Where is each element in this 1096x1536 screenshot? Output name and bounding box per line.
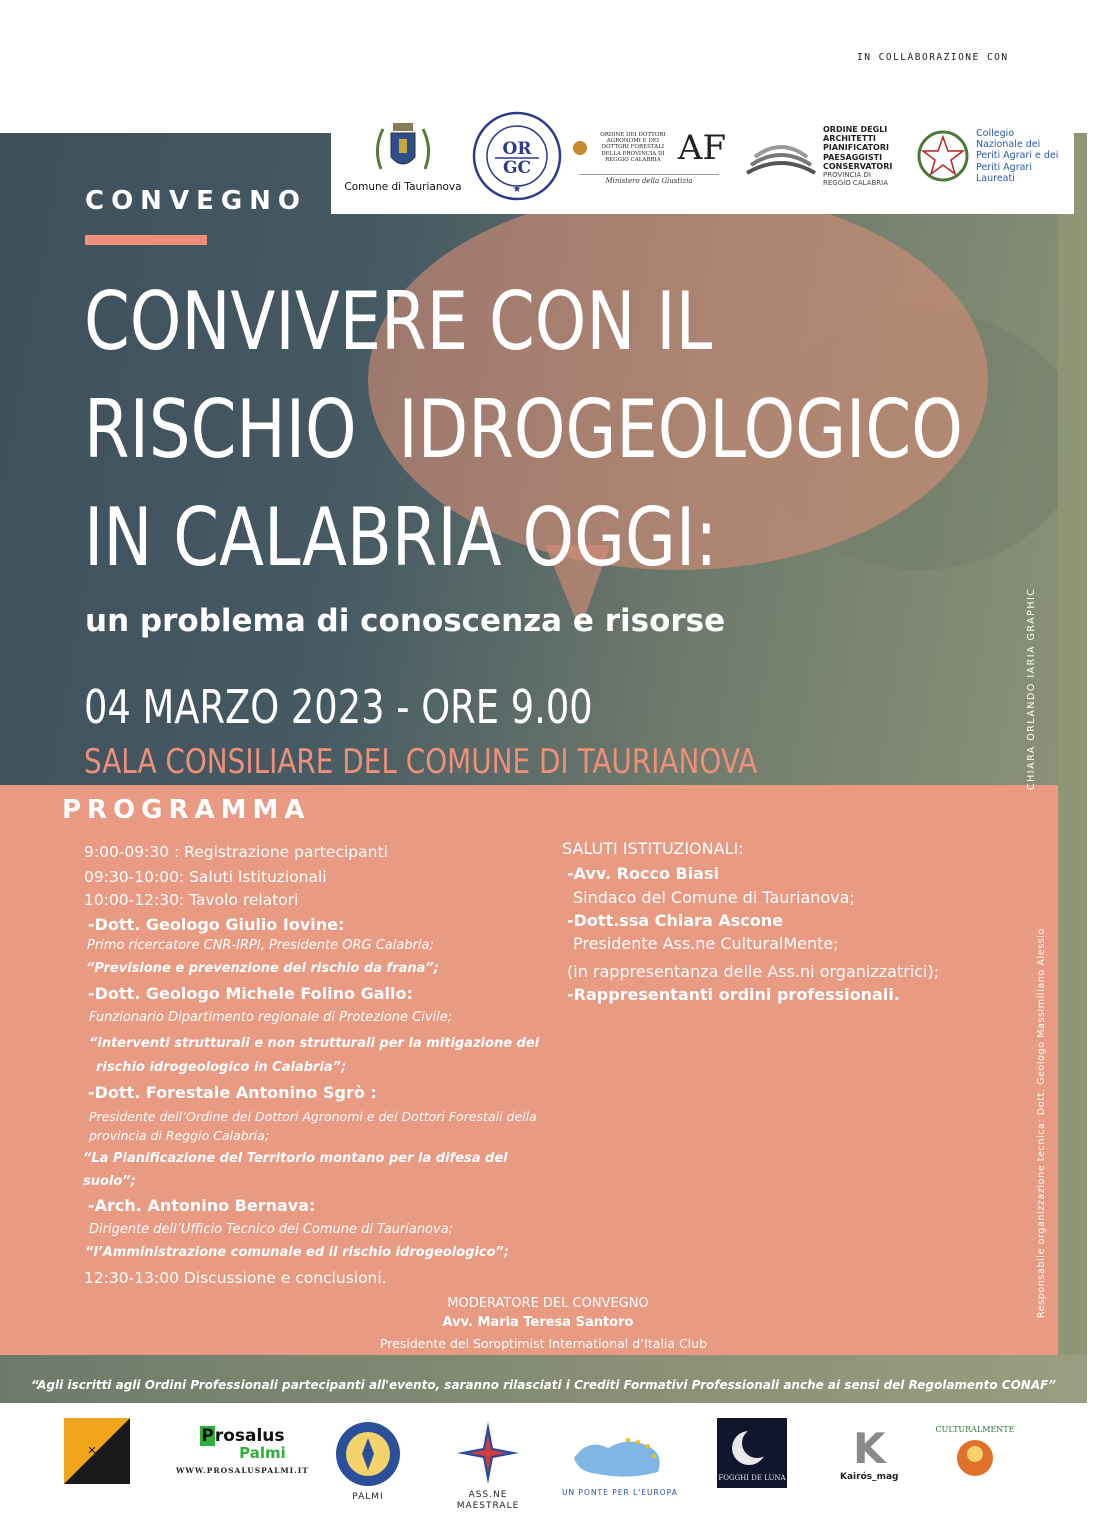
republic-star-icon: [916, 129, 970, 183]
speaker-role: Primo ricercatore CNR-IRPI, Presidente ORG Calabria;: [87, 938, 434, 953]
moderator-name: Avv. Maria Teresa Santoro: [442, 1315, 634, 1330]
event-venue: SALA CONSILIARE DEL COMUNE DI TAURIANOVA: [84, 742, 758, 782]
speaker-name: -Dott. Forestale Antonino Sgrò :: [88, 1083, 377, 1102]
republic-emblem-icon: [572, 139, 588, 157]
talk-title: suolo”;: [83, 1174, 136, 1189]
saluti-note: (in rappresentanza delle Ass.ni organizzatrici);: [567, 962, 940, 981]
saluti-role: Presidente Ass.ne CulturalMente;: [573, 934, 839, 953]
partner-bar: [0, 1403, 1087, 1536]
speaker-role: Funzionario Dipartimento regionale di Protezione Civile;: [89, 1010, 453, 1025]
title-line-3: IN CALABRIA OGGI:: [84, 491, 718, 584]
kairos-mark: K: [852, 1424, 886, 1473]
title-line-1: CONVIVERE CON IL: [84, 275, 713, 368]
architetti-label: ORDINE DEGLI ARCHITETTI PIANIFICATORI PAESAGGISTI CONSERVATORI: [823, 124, 893, 171]
graphic-credit: CHIARA ORLANDO IARIA GRAPHIC: [1026, 587, 1037, 790]
moderator-label: MODERATORE DEL CONVEGNO: [447, 1296, 649, 1311]
schedule-item: 9:00-09:30 : Registrazione partecipanti: [84, 843, 388, 861]
prosalus-logo: [176, 1428, 309, 1475]
dottori-agronomi-label: ORDINE DEI DOTTORI AGRONOMI E DEI DOTTORI FORESTALI DELLA PROVINCIA DI REGGIO CALABRIA: [600, 131, 666, 163]
event-date-time: 04 MARZO 2023 - ORE 9.00: [84, 680, 593, 734]
orgc-seal-icon: [471, 110, 563, 202]
orgc-initials-bottom: GC: [502, 158, 532, 178]
accent-bar: [85, 235, 207, 245]
soroptimist-logo: [334, 1420, 402, 1503]
side-strip: [1058, 133, 1087, 1403]
europe-map-icon: [568, 1428, 672, 1484]
prosalus-title: rosalus: [214, 1426, 285, 1446]
periti-agrari-logo: [909, 98, 1069, 214]
title-line-2: RISCHIO IDROGEOLOGICO: [84, 383, 963, 476]
speaker-name: -Dott. Geologo Michele Folino Gallo:: [88, 984, 413, 1003]
ponte-europa-logo: [562, 1428, 678, 1497]
culturalmente-label: CULTURALMENTE: [935, 1425, 1015, 1434]
crest-icon: [371, 119, 435, 181]
credits-note: “Agli iscritti agli Ordini Professionali partecipanti all'evento, saranno rilasciati i Crediti Formativi Professionali anche ai sensi del Regolamento CONAF”: [30, 1378, 1057, 1392]
fogghi-luna-logo: [717, 1418, 787, 1488]
comune-taurianova-label: Comune di Taurianova: [344, 180, 462, 193]
closing-item: 12:30-13:00 Discussione e conclusioni.: [84, 1269, 387, 1287]
event-type-label: CONVEGNO: [85, 186, 308, 216]
talk-title: “interventi strutturali e non strutturali per la mitigazione del: [89, 1036, 540, 1051]
speaker-role: provincia di Reggio Calabria;: [89, 1128, 270, 1143]
orgc-logo: [467, 98, 567, 214]
partner-1-icon: [64, 1418, 130, 1484]
moon-icon: [717, 1418, 787, 1488]
schedule-item: 10:00-12:30: Tavolo relatori: [84, 891, 299, 909]
culturalmente-logo: [935, 1418, 1015, 1488]
maestrale-label: ASS.NE MAESTRALE: [456, 1490, 520, 1511]
maestrale-logo: [448, 1420, 528, 1512]
prosalus-initial: P: [201, 1426, 214, 1446]
talk-title: rischio idrogeologico in Calabria”;: [96, 1060, 347, 1075]
af-mark: AF: [677, 127, 727, 168]
ponte-europa-label: UN PONTE PER L'EUROPA: [562, 1488, 678, 1497]
culturalmente-icon: [935, 1418, 1015, 1488]
ministero-label: Ministero della Giustizia: [605, 176, 693, 185]
talk-title: “Previsione e prevenzione del rischio da frana”;: [86, 961, 439, 976]
saluti-name: -Dott.ssa Chiara Ascone: [567, 911, 783, 930]
moderator-role: Presidente del Soroptimist International d’Italia Club: [379, 1336, 708, 1351]
soroptimist-icon: [334, 1420, 402, 1488]
architetti-province: PROVINCIA DI REGGIO CALABRIA: [823, 170, 888, 187]
dottori-agronomi-logo: [574, 98, 727, 214]
architetti-icon: [745, 133, 817, 179]
svg-text:✕: ✕: [87, 1444, 97, 1457]
svg-text:★: ★: [512, 184, 522, 195]
programma-label: PROGRAMMA: [62, 795, 311, 825]
comune-taurianova-logo: [337, 98, 469, 214]
saluti-last: -Rappresentanti ordini professionali.: [567, 985, 900, 1004]
saluti-role: Sindaco del Comune di Taurianova;: [573, 888, 855, 907]
soroptimist-label: PALMI: [352, 1492, 384, 1502]
speaker-name: -Dott. Geologo Giulio Iovine:: [88, 915, 345, 934]
main-title: [84, 268, 963, 592]
saluti-label: SALUTI ISTITUZIONALI:: [562, 839, 744, 858]
technical-credit: Responsabile organizzazione tecnica: Dott. Geologo Massimiliano Alessio: [1036, 928, 1047, 1318]
logo-box: [331, 98, 1074, 214]
speaker-role: Presidente dell’Ordine dei Dottori Agronomi e dei Dottori Forestali della: [89, 1109, 537, 1124]
fogghi-luna-label: FOGGHI DE LUNA: [718, 1474, 786, 1482]
saluti-name: -Avv. Rocco Biasi: [567, 864, 719, 883]
schedule-item: 09:30-10:00: Saluti Istituzionali: [84, 868, 327, 886]
speaker-name: -Arch. Antonino Bernava:: [88, 1196, 316, 1215]
compass-rose-icon: [455, 1420, 521, 1486]
partner-1-logo: [64, 1418, 130, 1484]
subtitle: un problema di conoscenza e risorse: [85, 603, 726, 639]
architetti-logo: [741, 98, 901, 214]
kairos-logo: [840, 1424, 899, 1483]
speaker-role: Dirigente dell’Ufficio Tecnico del Comune di Taurianova;: [89, 1222, 454, 1237]
talk-title: “l’Amministrazione comunale ed il rischio idrogeologico”;: [85, 1245, 510, 1260]
periti-agrari-label: Collegio Nazionale dei Periti Agrari e dei Periti Agrari Laureati: [976, 127, 1059, 185]
collab-label: IN COLLABORAZIONE CON: [857, 52, 1009, 63]
talk-title: “La Pianificazione del Territorio montano per la difesa del: [83, 1151, 508, 1166]
kairos-label: Kairós_mag: [840, 1471, 899, 1482]
orgc-initials-top: OR: [502, 139, 532, 159]
prosalus-subtitle: Palmi: [239, 1444, 286, 1462]
prosalus-url: WWW.PROSALUSPALMI.IT: [176, 1465, 309, 1475]
